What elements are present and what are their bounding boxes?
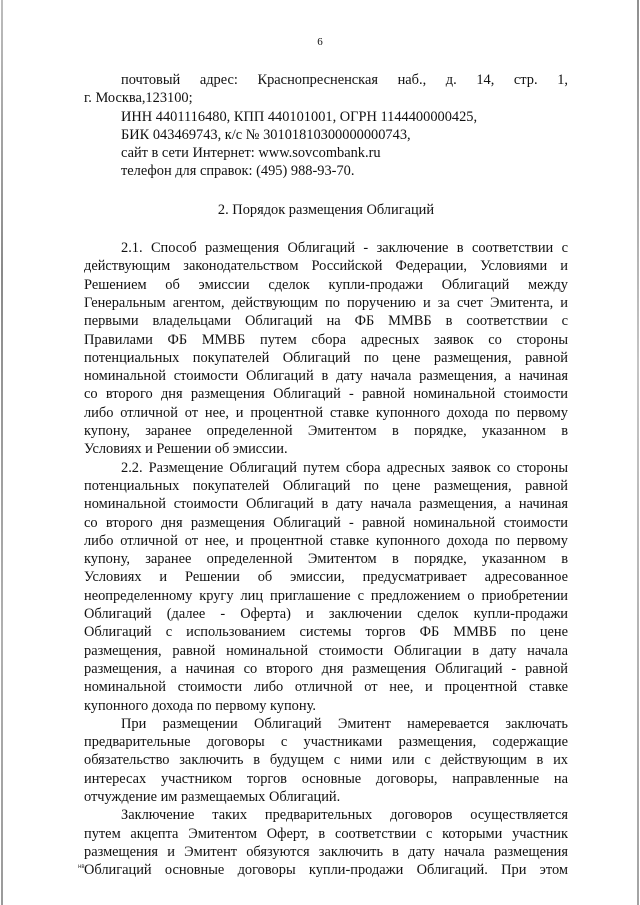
text-line: При размещении Облигаций Эмитент намеревается заключать [121, 715, 568, 732]
footer-initials-mark: нв [78, 864, 85, 870]
address-block [84, 71, 568, 181]
text-line: путем акцепта Эмитентом Оферт, в соответствии с которыми участник [84, 825, 568, 842]
text-line: купону, заранее определенной Эмитентом в порядке, указанном в [84, 423, 568, 440]
text-line: либо отличной от нее, и процентной ставке купонного дохода по первому [84, 404, 568, 421]
paragraph-preliminary-agreements [84, 715, 568, 806]
text-line: действующим законодательством Российской Федерации, Условиями и [84, 258, 568, 275]
text-line: со второго дня размещения Облигаций - равной номинальной стоимости [84, 386, 568, 403]
text-line: со второго дня размещения Облигаций - равной номинальной стоимости [84, 514, 568, 531]
text-line: 2.2. Размещение Облигаций путем сбора адресных заявок со стороны [121, 459, 568, 476]
phone-line: телефон для справок: (495) 988-93-70. [121, 163, 355, 180]
website-line: сайт в сети Интернет: www.sovcombank.ru [121, 145, 381, 162]
text-line: Решением об эмиссии сделок купли-продажи Облигаций между [84, 276, 568, 293]
text-line: предварительные договоры с участниками размещения, содержащие [84, 734, 568, 751]
postal-address-city: г. Москва,123100; [84, 90, 193, 107]
text-line: размещения, равной номинальной стоимости Облигации в дату начала [84, 642, 568, 659]
bank-ids-line: БИК 043469743, к/с № 30101810300000000743, [121, 126, 411, 143]
text-line: номинальной стоимости Облигаций в дату начала размещения, а начиная [84, 368, 568, 385]
scan-edge-left [1, 0, 3, 905]
text-line: неопределенному кругу лиц приглашение с предложением о приобретении [84, 587, 568, 604]
text-line: Генеральным агентом, действующим по поручению и за счет Эмитента, и [84, 294, 568, 311]
paragraph-2-1 [84, 239, 568, 459]
text-line: Условиях и Решении об эмиссии, предусматривает адресованное [84, 569, 568, 586]
text-line: размещения, а начиная со второго дня размещения Облигаций - равной [84, 660, 568, 677]
text-line: первыми владельцами Облигаций на ФБ ММВБ в соответствии с [84, 313, 568, 330]
text-line: обязательство заключить в будущем с ними или с действующим в их [84, 752, 568, 769]
section-heading: 2. Порядок размещения Облигаций [217, 201, 435, 218]
text-line: интересах участником торгов основные договоры, направленные на [84, 770, 568, 787]
text-line: Заключение таких предварительных договоров осуществляется [121, 807, 568, 824]
text-line: либо отличной от нее, и процентной ставке купонного дохода по первому [84, 532, 568, 549]
paragraph-conclusion [84, 806, 568, 879]
text-line: потенциальных покупателей Облигаций по цене размещения, равной [84, 477, 568, 494]
text-line: Облигаций основные договоры купли-продажи Облигаций. При этом [84, 862, 568, 879]
text-line-last: купонного дохода по первому купону. [84, 697, 316, 714]
text-line: Облигаций с использованием системы торгов ФБ ММВБ по цене [84, 624, 568, 641]
text-line: 2.1. Способ размещения Облигаций - заключение в соответствии с [121, 240, 568, 257]
text-line: Правилами ФБ ММВБ путем сбора адресных заявок со стороны [84, 331, 568, 348]
text-line: Облигаций (далее - Оферта) и заключении сделок купли-продажи [84, 606, 568, 623]
text-line: номинальной стоимости либо отличной от нее, и процентной ставке [84, 679, 568, 696]
document-body [84, 71, 568, 879]
text-line: потенциальных покупателей Облигаций по цене размещения, равной [84, 349, 568, 366]
paragraph-2-2 [84, 459, 568, 715]
scan-edge-right [637, 0, 639, 905]
text-line-last: отчуждение им размещаемых Облигаций. [84, 788, 341, 805]
text-line: купону, заранее определенной Эмитентом в порядке, указанном в [84, 551, 568, 568]
postal-address-line: почтовый адрес: Краснопресненская наб., д. 14, стр. 1, [121, 72, 568, 88]
text-line: размещения и Эмитент обязуются заключить в дату начала размещения [84, 843, 568, 860]
text-line: номинальной стоимости Облигаций в дату начала размещения, а начиная [84, 496, 568, 513]
page-number: 6 [317, 36, 323, 48]
text-line-last: Условиях и Решении об эмиссии. [84, 441, 288, 458]
tax-ids-line: ИНН 4401116480, КПП 440101001, ОГРН 1144400000425, [121, 108, 478, 125]
